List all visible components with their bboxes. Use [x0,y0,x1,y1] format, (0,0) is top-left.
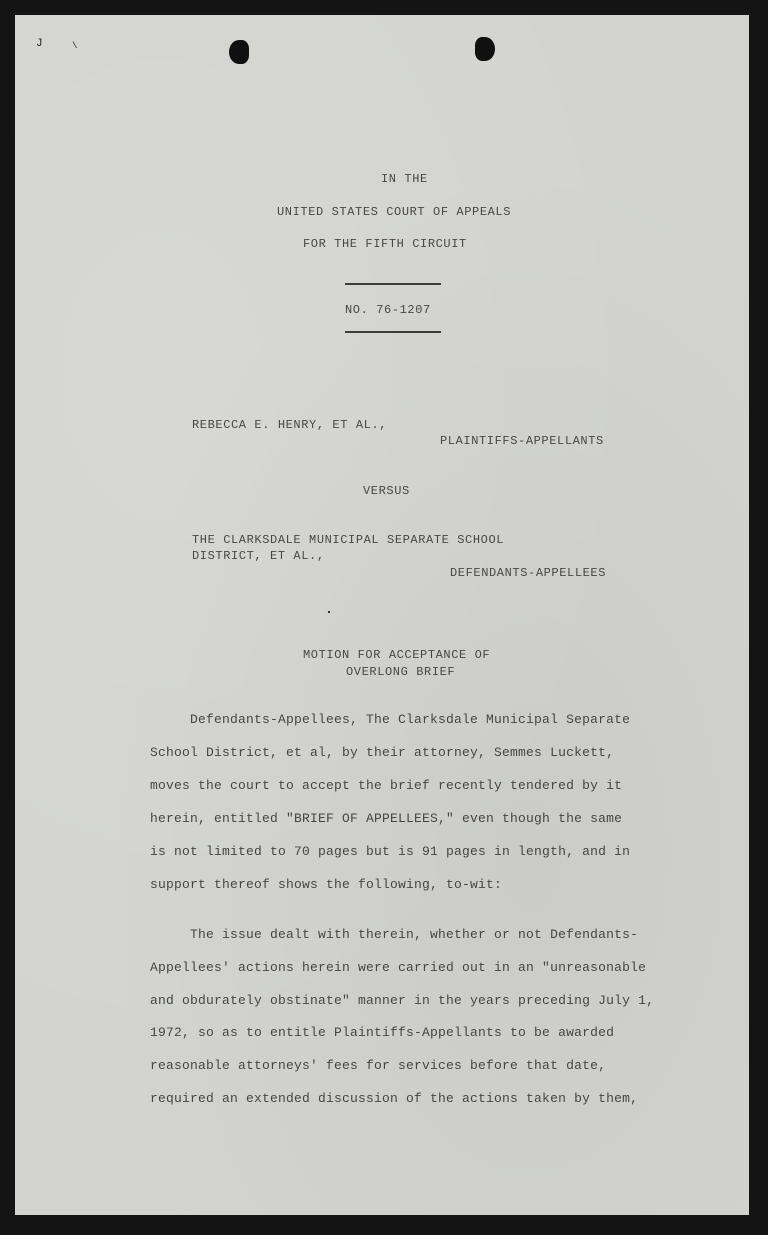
paragraph-1-line: is not limited to 70 pages but is 91 pages in length, and in [150,844,631,859]
divider-rule-bottom [345,331,441,333]
plaintiff-name: REBECCA E. HENRY, ET AL., [192,418,388,432]
paragraph-2-line: 1972, so as to entitle Plaintiffs-Appellants to be awarded [150,1025,615,1040]
motion-title-line-2: OVERLONG BRIEF [346,665,456,679]
paragraph-2-line: reasonable attorneys' fees for services before that date, [150,1058,607,1073]
paragraph-2-line: Appellees' actions herein were carried out in an "unreasonable [150,960,647,975]
stray-mark: \ [72,41,78,51]
paragraph-1-line: support thereof shows the following, to-wit: [150,877,503,892]
motion-title-line-1: MOTION FOR ACCEPTANCE OF [303,648,491,662]
plaintiff-role: PLAINTIFFS-APPELLANTS [440,434,604,448]
paragraph-1-line: Defendants-Appellees, The Clarksdale Municipal Separate [150,712,631,727]
defendant-name-line-1: THE CLARKSDALE MUNICIPAL SEPARATE SCHOOL [192,533,505,547]
stray-mark: J [36,38,43,50]
court-header-line-3: FOR THE FIFTH CIRCUIT [303,237,467,251]
speck-mark [328,611,330,613]
case-number: NO. 76-1207 [345,303,431,317]
paragraph-1-line: moves the court to accept the brief recently tendered by it [150,778,623,793]
paragraph-2-line: required an extended discussion of the actions taken by them, [150,1091,639,1106]
court-header-line-2: UNITED STATES COURT OF APPEALS [277,205,512,219]
paragraph-1-line: herein, entitled "BRIEF OF APPELLEES," even though the same [150,811,623,826]
defendant-name-line-2: DISTRICT, ET AL., [192,549,325,563]
punch-hole-right-icon [475,37,495,61]
paragraph-2-line: The issue dealt with therein, whether or not Defendants- [150,927,639,942]
paragraph-1-line: School District, et al, by their attorney, Semmes Luckett, [150,745,615,760]
paragraph-2-line: and obdurately obstinate" manner in the years preceding July 1, [150,993,655,1008]
defendant-role: DEFENDANTS-APPELLEES [450,566,607,580]
document-page [15,15,749,1215]
punch-hole-left-icon [229,40,249,64]
court-header-line-1: IN THE [381,172,428,186]
divider-rule-top [345,283,441,285]
versus-label: VERSUS [363,484,410,498]
